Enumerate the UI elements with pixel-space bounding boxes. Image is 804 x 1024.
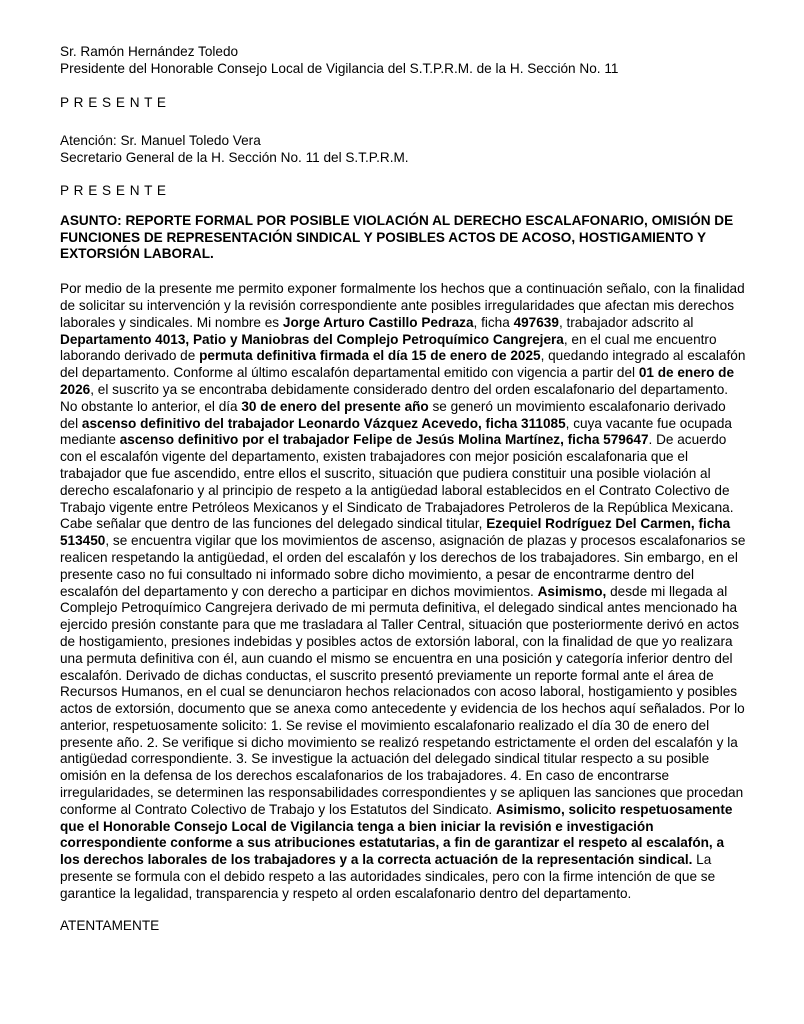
body-segment: desde mi llegada al Complejo Petroquímico Cangrejera derivado de mi permuta definitiva, el delegado sindical antes mencionado ha ejercido presión constante para que me trasladara al Taller Central, situación que posteriormente derivó en actos de hostigamiento, presiones indebidas y posibles actos de extorsión laboral, con la finalidad de que yo realizara una permuta definitiva con él, aun cuando el mismo se encuentra en una posición y categoría inferior dentro del escalafón. Derivado de dichas conductas, el suscrito presentó previamente un reporte formal ante el área de Recursos Humanos, en el cual se denunciaron hechos relacionados con acoso laboral, hostigamiento y posibles actos de extorsión, documento que se anexa como antecedente y evidencia de los hechos aquí señalados. Por lo anterior, respetuosamente solicito: 1. Se revise el movimiento escalafonario realizado el día 30 de enero del presente año. 2. Se verifique si dicho movimiento se realizó respetando estrictamente el orden del escalafón y la antigüedad correspondiente. 3. Se investigue la actuación del delegado sindical titular respecto a su posible omisión en la defensa de los derechos escalafonarios de los trabajadores. 4. En caso de encontrarse irregularidades, se determinen las responsabilidades correspondientes y se apliquen las sanciones que procedan conforme al Contrato Colectivo de Trabajo y los Estatutos del Sindicato. bbox=[60, 583, 745, 817]
body-segment-bold: Jorge Arturo Castillo Pedraza bbox=[282, 314, 474, 330]
body-segment: , el suscrito ya se encontraba debidamente considerado dentro del orden escalafonario del departamento. No obstante lo anterior, el día bbox=[60, 381, 729, 414]
body-segment: se generó un movimiento escalafonario derivado del bbox=[60, 398, 726, 431]
closing-atentamente: ATENTAMENTE bbox=[60, 917, 160, 933]
body-segment: La presente se formula con el debido respeto a las autoridades sindicales, pero con la firme intención de que se garantice la legalidad, transparencia y respeto al orden escalafonario dentro del departamento. bbox=[60, 852, 716, 901]
body-segment-bold: Ezequiel Rodríguez Del Carmen, ficha 513450 bbox=[60, 516, 731, 549]
body-segment: . De acuerdo con el escalafón vigente del departamento, existen trabajadores con mejor posición escalafonaria que el trabajador que fue ascendido, entre ellos el suscrito, situación que pudiera constituir una posible violación al derecho escalafonario y al principio de respeto a la antigüedad laboral establecidos en el Contrato Colectivo de Trabajo vigente entre Petróleos Mexicanos y el Sindicato de Trabajadores Petroleros de la República Mexicana. Cabe señalar que dentro de las funciones del delegado sindical titular, bbox=[60, 432, 734, 532]
body-segment: , quedando integrado al escalafón del departamento. Conforme al último escalafón departamental emitido con vigencia a partir del bbox=[60, 348, 746, 381]
body-segment: , ficha bbox=[473, 314, 514, 330]
body-segment: , se encuentra vigilar que los movimientos de ascenso, asignación de plazas y procesos escalafonarios se realicen respetando la antigüedad, el orden del escalafón y los derechos de los trabajadores. Sin embargo, en el presente caso no fui consultado ni informado sobre dicho movimiento, a pesar de encontrarme dentro del escalafón del departamento y con derecho a participar en dichos movimientos. bbox=[60, 533, 746, 599]
body-segment-bold: Departamento 4013, Patio y Maniobras del Complejo Petroquímico Cangrejera bbox=[60, 331, 564, 347]
recipient-name: Sr. Ramón Hernández Toledo bbox=[60, 44, 239, 59]
body-segment: Por medio de la presente me permito exponer formalmente los hechos que a continuación señalo, con la finalidad de solicitar su intervención y la revisión correspondiente ante posibles irregularidades que afectan mis derechos laborales y sindicales. Mi nombre es bbox=[60, 281, 745, 330]
attention-line: Atención: Sr. Manuel Toledo Vera bbox=[60, 133, 261, 149]
recipient-block bbox=[60, 44, 746, 78]
subject-block bbox=[60, 213, 746, 263]
body-segment-bold: 30 de enero del presente año bbox=[241, 398, 429, 414]
body-segment-bold: permuta definitiva firmada el día 15 de enero de 2025 bbox=[199, 348, 541, 364]
body-segment: , cuya vacante fue ocupada mediante bbox=[60, 415, 732, 448]
presente-line-1: P R E S E N T E bbox=[60, 94, 167, 110]
body-segment-bold: ascenso definitivo del trabajador Leonardo Vázquez Acevedo, ficha 311085 bbox=[81, 415, 566, 431]
attention-block bbox=[60, 133, 746, 167]
body-block bbox=[60, 281, 746, 902]
body-segment: , en el cual me encuentro laborando derivado de bbox=[60, 331, 717, 364]
body-segment-bold: ascenso definitivo por el trabajador Felipe de Jesús Molina Martínez, ficha 579647 bbox=[119, 432, 649, 448]
body-paragraph bbox=[60, 281, 746, 902]
body-segment-bold: 01 de enero de 2026 bbox=[60, 365, 735, 397]
subject-line: ASUNTO: REPORTE FORMAL POR POSIBLE VIOLACIÓN AL DERECHO ESCALAFONARIO, OMISIÓN DE FUNCIONES DE REPRESENTACIÓN SINDICAL Y POSIBLES ACTOS DE ACOSO, HOSTIGAMIENTO Y EXTORSIÓN LABORAL. bbox=[60, 212, 734, 262]
body-segment-bold: 497639 bbox=[513, 314, 559, 330]
recipient-title: Presidente del Honorable Consejo Local de Vigilancia del S.T.P.R.M. de la H. Sección No. 11 bbox=[60, 60, 619, 76]
presente-block-2 bbox=[60, 183, 746, 200]
body-segment-bold: Asimismo, solicito respetuosamente que el Honorable Consejo Local de Vigilancia tenga a bien iniciar la revisión e investigación correspondiente conforme a sus atribuciones estatutarias, a fin de garantizar el respeto al escalafón, a los derechos laborales de los trabajadores y a la correcta actuación de la representación sindical. bbox=[60, 801, 733, 868]
closing-block bbox=[60, 918, 746, 935]
presente-block-1 bbox=[60, 95, 746, 112]
body-segment-bold: Asimismo, bbox=[537, 583, 607, 599]
attention-title: Secretario General de la H. Sección No. 11 del S.T.P.R.M. bbox=[60, 150, 409, 166]
presente-line-2: P R E S E N T E bbox=[60, 182, 167, 198]
body-segment: , trabajador adscrito al bbox=[558, 314, 694, 330]
